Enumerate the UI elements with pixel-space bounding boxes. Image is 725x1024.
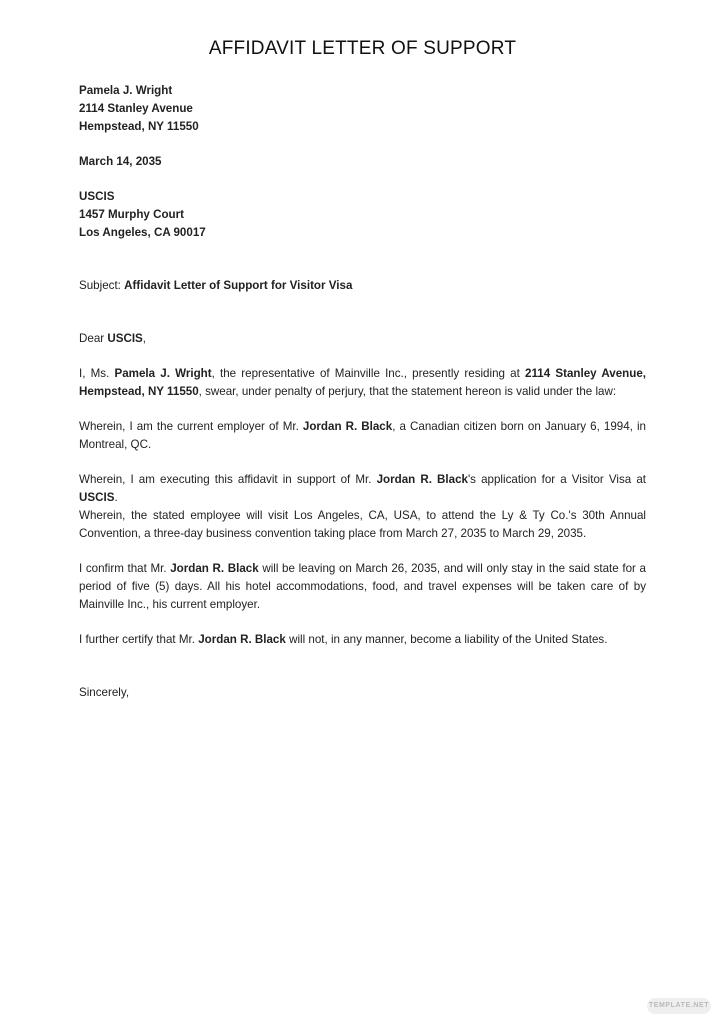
letter-date: March 14, 2035 xyxy=(79,155,162,168)
text-span: 's application for a Visitor Visa at xyxy=(467,473,646,486)
sponsor-address: 2114 Stanley Avenue, Hempstead, NY 11550 xyxy=(79,367,647,398)
text-span: Wherein, I am the current employer of Mr. xyxy=(79,420,303,433)
text-span: I, Ms. xyxy=(79,367,115,380)
paragraph-visit-details xyxy=(79,507,646,543)
sender-name: Pamela J. Wright xyxy=(79,84,173,97)
subject-text: Affidavit Letter of Support for Visitor Visa xyxy=(124,279,353,292)
subject-label: Subject: xyxy=(79,279,121,292)
employee-name: Jordan R. Black xyxy=(376,473,468,486)
document-title: AFFIDAVIT LETTER OF SUPPORT xyxy=(208,38,517,59)
template-watermark: TEMPLATE.NET xyxy=(647,998,711,1014)
paragraph-oath xyxy=(79,365,646,401)
recipient-street: 1457 Murphy Court xyxy=(79,208,185,221)
closing-block xyxy=(79,684,646,702)
paragraph-certification xyxy=(79,631,646,649)
agency-name: USCIS xyxy=(79,491,115,504)
text-span: Wherein, I am executing this affidavit in support of Mr. xyxy=(79,473,377,486)
salutation-name: USCIS xyxy=(107,332,143,345)
text-span: , the representative of Mainville Inc., presently residing at xyxy=(211,367,526,380)
subject-line xyxy=(79,277,646,295)
text-span: , a Canadian citizen born on January 6, 1994, in Montreal, QC. xyxy=(79,420,646,451)
text-span: , swear, under penalty of perjury, that the statement hereon is valid under the law: xyxy=(198,385,617,398)
paragraph-confirmation xyxy=(79,560,646,614)
text-span: . xyxy=(114,491,118,504)
recipient-city: Los Angeles, CA 90017 xyxy=(79,226,206,239)
text-span: will be leaving on March 26, 2035, and will only stay in the said state for a period of five (5) days. All his hotel accommodations, food, and travel expenses will be taken care of by Mainville Inc., his current employer. xyxy=(79,562,646,611)
recipient-name: USCIS xyxy=(79,190,115,203)
employee-name: Jordan R. Black xyxy=(198,633,286,646)
paragraph-employer xyxy=(79,418,646,454)
sender-street: 2114 Stanley Avenue xyxy=(79,102,193,115)
closing: Sincerely, xyxy=(79,686,130,699)
salutation-suffix: , xyxy=(142,332,147,345)
paragraph-affidavit-purpose xyxy=(79,471,646,507)
text-span: I further certify that Mr. xyxy=(79,633,199,646)
sponsor-name: Pamela J. Wright xyxy=(114,367,212,380)
letter-date-block xyxy=(79,153,646,171)
text-span: I confirm that Mr. xyxy=(79,562,171,575)
salutation xyxy=(79,330,646,348)
employee-name: Jordan R. Black xyxy=(302,420,393,433)
salutation-prefix: Dear xyxy=(79,332,108,345)
recipient-address xyxy=(79,188,646,242)
sender-address xyxy=(79,82,646,136)
employee-name: Jordan R. Black xyxy=(170,562,259,575)
sender-city: Hempstead, NY 11550 xyxy=(79,120,199,133)
visit-details-text: Wherein, the stated employee will visit Los Angeles, CA, USA, to attend the Ly & Ty Co.'s 30th Annual Convention, a three-day business convention taking place from March 27, 2035 to March 29, 2035. xyxy=(79,509,646,540)
text-span: will not, in any manner, become a liability of the United States. xyxy=(285,633,608,646)
